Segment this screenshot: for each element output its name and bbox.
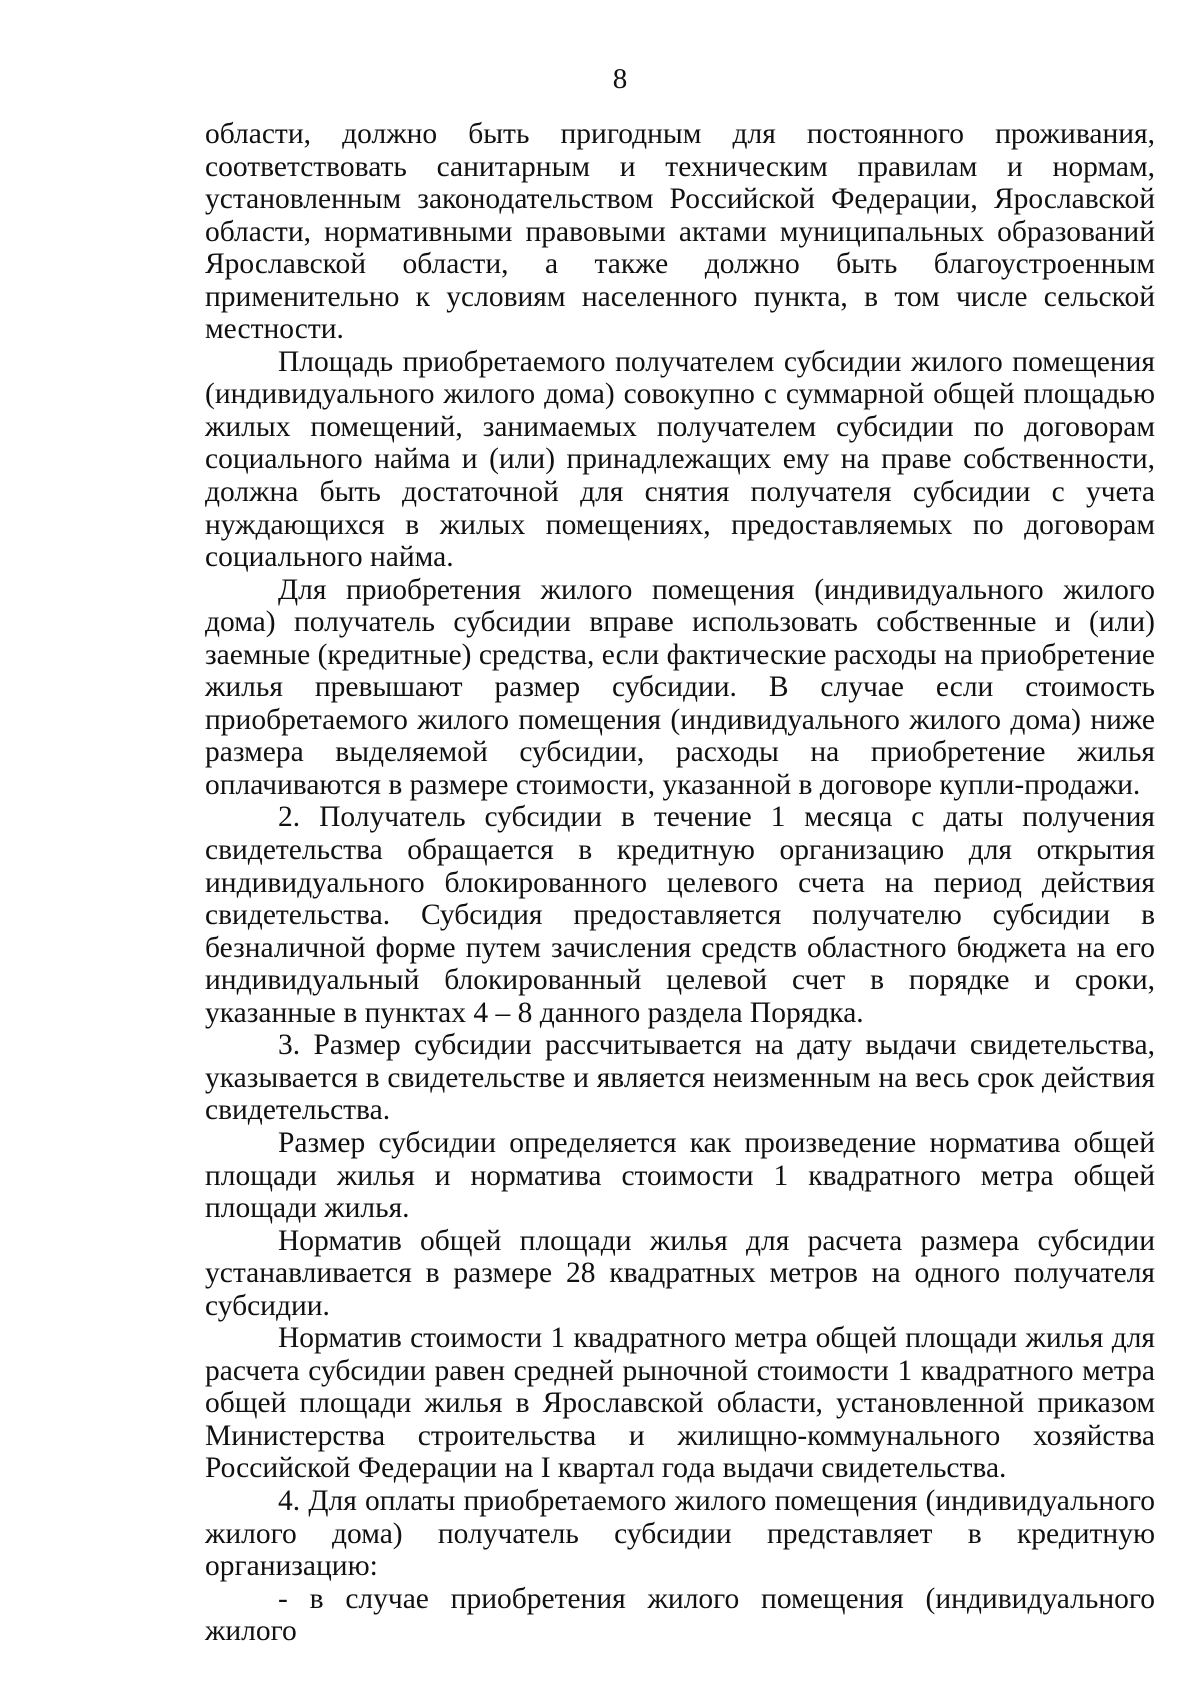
paragraph-list-item: - в случае приобретения жилого помещения (индивидуального жилого: [205, 1582, 1155, 1648]
paragraph-cost-norm: Норматив стоимости 1 квадратного метра общей площади жилья для расчета субсидии равен средней рыночной стоимости 1 квадратного метра общей площади жилья в Ярославской области, установленной приказом Министерства строительства и жилищно-коммунального хозяйства Российской Федерации на I квартал года выдачи свидетельства.: [205, 1322, 1155, 1485]
paragraph-own-funds: Для приобретения жилого помещения (индивидуального жилого дома) получатель субсидии вправе использовать собственные и (или) заемные (кредитные) средства, если фактические расходы на приобретение жилья превышают размер субсидии. В случае если стоимость приобретаемого жилого помещения (индивидуального жилого дома) ниже размера выделяемой субсидии, расходы на приобретение жилья оплачиваются в размере стоимости, указанной в договоре купли-продажи.: [205, 573, 1155, 801]
paragraph-area-requirement: Площадь приобретаемого получателем субсидии жилого помещения (индивидуального жилого дома) совокупно с суммарной общей площадью жилых помещений, занимаемых получателем субсидии по договорам социального найма и (или) принадлежащих ему на праве собственности, должна быть достаточной для снятия получателя субсидии с учета нуждающихся в жилых помещениях, предоставляемых по договорам социального найма.: [205, 345, 1155, 574]
paragraph-item-4: 4. Для оплаты приобретаемого жилого помещения (индивидуального жилого дома) получатель субсидии представляет в кредитную организацию:: [205, 1484, 1155, 1583]
paragraph-subsidy-size: Размер субсидии определяется как произведение норматива общей площади жилья и норматива стоимости 1 квадратного метра общей площади жилья.: [205, 1126, 1155, 1225]
paragraph-continuation: области, должно быть пригодным для постоянного проживания, соответствовать санитарным и техническим правилам и нормам, установленным законодательством Российской Федерации, Ярославской области, нормативными правовыми актами муниципальных образований Ярославской области, а также должно быть благоустроенным применительно к условиям населенного пункта, в том числе сельской местности.: [205, 118, 1155, 346]
paragraph-item-3: 3. Размер субсидии рассчитывается на дату выдачи свидетельства, указывается в свидетельстве и является неизменным на весь срок действия свидетельства.: [205, 1029, 1155, 1127]
paragraph-item-2: 2. Получатель субсидии в течение 1 месяца с даты получения свидетельства обращается в кредитную организацию для открытия индивидуального блокированного целевого счета на период действия свидетельства. Субсидия предоставляется получателю субсидии в безналичной форме путем зачисления средств областного бюджета на его индивидуальный блокированный целевой счет в порядке и сроки, указанные в пунктах 4 – 8 данного раздела Порядка.: [205, 801, 1155, 1029]
document-body: [205, 118, 1155, 1648]
page-number: 8: [612, 63, 628, 95]
paragraph-area-norm: Норматив общей площади жилья для расчета размера субсидии устанавливается в размере 28 квадратных метров на одного получателя субсидии.: [205, 1224, 1155, 1322]
